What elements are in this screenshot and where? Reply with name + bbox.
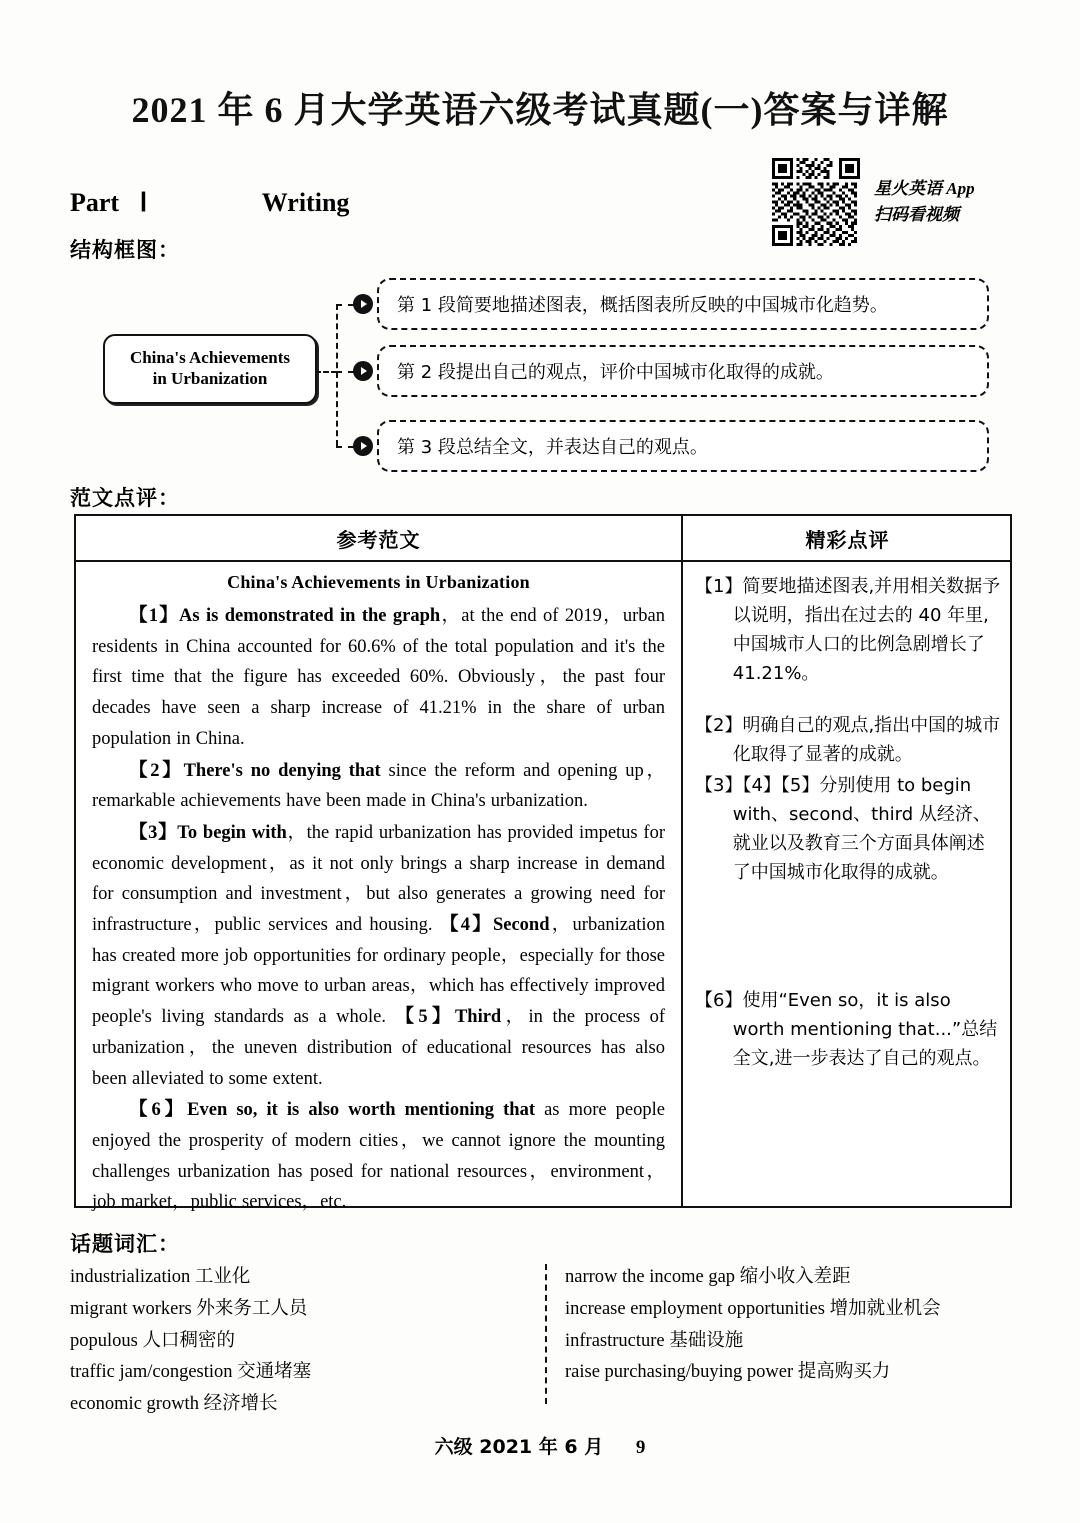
essay-body-4: ，urbanization has created more job opportunities for ordinary people，especially for those migrant workers who move to urban areas，which has effectively improved people's living standards as a whole. — [92, 915, 665, 1028]
page-title: 2021 年 6 月大学英语六级考试真题(一)答案与详解 — [131, 90, 949, 130]
vocabulary-item: raise purchasing/buying power 提高购买力 — [565, 1362, 891, 1383]
part-number: Ⅰ — [139, 188, 148, 217]
qr-caption-line2: 扫码看视频 — [874, 205, 959, 224]
commentary-note-1 — [695, 572, 1002, 689]
commentary-tag-2: 【2】 — [695, 714, 743, 736]
vocabulary-item: narrow the income gap 缩小收入差距 — [565, 1267, 851, 1287]
essay-bold-lead-5: Third — [454, 1007, 502, 1028]
commentary-text-1: 简要地描述图表,并用相关数据予以说明，指出在过去的 40 年里,中国城市人口的比例急剧增长了 41.21%。 — [732, 576, 1001, 685]
essay-tag-4: 【4】 — [439, 915, 493, 936]
diagram-branch-box: 第 1 段简要地描述图表，概括图表所反映的中国城市化趋势。 — [377, 278, 989, 330]
diagram-connector-branch-2 — [336, 371, 354, 373]
diagram-topic-box — [103, 334, 317, 404]
diagram-connector-branch-1 — [336, 304, 354, 306]
qr-code-block — [772, 158, 975, 246]
commentary-text-3: 分别使用 to begin with、second、third 从经济、就业以及教育三个方面具体阐述了中国城市化取得的成就。 — [732, 774, 991, 884]
part-header — [70, 188, 770, 218]
vocabulary-item: migrant workers 外来务工人员 — [70, 1298, 308, 1319]
commentary-note-4 — [695, 986, 1002, 1073]
essay-tag-3: 【3】 — [129, 822, 178, 843]
vocabulary-item: industrialization 工业化 — [70, 1267, 251, 1287]
vocabulary-item: economic growth 经济增长 — [70, 1394, 278, 1415]
diagram-branch-box: 第 3 段总结全文，并表达自己的观点。 — [377, 420, 989, 472]
comment-section-heading: 范文点评： — [70, 486, 180, 510]
table-header-row — [76, 516, 1010, 562]
diagram-branch-box: 第 2 段提出自己的观点，评价中国城市化取得的成就。 — [377, 345, 989, 397]
table-header-model-essay: 参考范文 — [336, 527, 421, 552]
vocabulary-item: populous 人口稠密的 — [70, 1330, 235, 1351]
commentary-tag-4: 【6】 — [695, 989, 743, 1011]
qr-caption — [874, 176, 975, 229]
table-header-commentary: 精彩点评 — [805, 527, 890, 552]
arrow-circle-icon — [353, 436, 373, 456]
essay-body-1: ，at the end of 2019，urban residents in China accounted for 60.6% of the total population and it's the first time that the figure has exceeded 60%. Obviously，the past four decades have seen a sharp increase of 41.21% in the share of urban population in China. — [92, 606, 665, 749]
diagram-connector-stem — [315, 371, 337, 373]
spacer — [695, 890, 1002, 986]
diagram-topic-line2: in Urbanization — [152, 369, 268, 388]
essay-bold-lead-4: Second — [492, 915, 550, 936]
essay-paragraph-6 — [92, 1095, 665, 1218]
essay-tag-6: 【6】 — [129, 1100, 188, 1121]
vocabulary-item: infrastructure 基础设施 — [565, 1330, 744, 1351]
essay-body-3: ，the rapid urbanization has provided impetus for economic development，as it not only brings a sharp increase in demand for consumption and investment，but also generates a growing need for infrastructure，public services and housing. — [92, 822, 665, 936]
essay-bold-lead-3: To begin with — [177, 822, 287, 843]
vocab-section-heading: 话题词汇： — [70, 1232, 180, 1256]
part-title: Writing — [261, 188, 350, 217]
essay-tag-5: 【5】 — [395, 1007, 455, 1028]
essay-paragraph-2 — [92, 756, 665, 817]
essay-body-6: as more people enjoyed the prosperity of modern cities，we cannot ignore the mounting challenges urbanization has posed for national resources，environment，job market，public services，etc. — [92, 1100, 665, 1213]
arrow-circle-icon — [353, 294, 373, 314]
essay-body-5: ，in the process of urbanization，the uneven distribution of educational resources has also been alleviated to some extent. — [92, 1007, 665, 1089]
diagram-topic-line1: China's Achievements — [129, 348, 291, 368]
vocabulary-section — [70, 1262, 1010, 1415]
footer-exam-label: 六级 2021 年 6 月 — [434, 1436, 604, 1458]
vocabulary-item: traffic jam/congestion 交通堵塞 — [70, 1362, 312, 1383]
vocabulary-item: increase employment opportunities 增加就业机会 — [565, 1298, 941, 1319]
essay-bold-lead-1: As is demonstrated in the graph — [179, 606, 441, 626]
diagram-connector-vertical — [336, 304, 338, 446]
essay-body-2: since the reform and opening up，remarkable achievements have been made in China's urbanization. — [92, 760, 665, 812]
footer-page-number: 9 — [635, 1437, 646, 1458]
model-essay-column — [76, 560, 681, 1213]
model-essay-table — [74, 514, 1012, 1213]
vocabulary-column-right — [565, 1262, 1010, 1389]
essay-bold-lead-6: Even so, it is also worth mentioning that — [187, 1100, 535, 1121]
essay-bold-lead-2: There's no denying that — [183, 760, 381, 781]
structure-diagram — [70, 272, 1010, 472]
arrow-circle-icon — [353, 361, 373, 381]
structure-section-heading: 结构框图： — [70, 238, 180, 262]
commentary-text-2: 明确自己的观点,指出中国的城市化取得了显著的成就。 — [732, 714, 1001, 765]
essay-paragraph-1 — [92, 601, 665, 755]
essay-tag-2: 【2】 — [129, 760, 184, 781]
vocabulary-column-left — [70, 1262, 530, 1421]
essay-paragraph-3 — [92, 818, 665, 1094]
commentary-note-2 — [695, 711, 1002, 769]
qr-code-icon — [772, 158, 860, 246]
vocabulary-divider — [545, 1264, 547, 1404]
essay-tag-1: 【1】 — [129, 606, 180, 626]
commentary-tag-1: 【1】 — [695, 576, 743, 597]
diagram-connector-branch-3 — [336, 446, 354, 448]
commentary-note-3 — [695, 771, 1002, 888]
commentary-column — [683, 560, 1012, 1206]
spacer — [695, 691, 1002, 711]
part-label: Part — [70, 188, 120, 217]
page-footer — [0, 1432, 1080, 1459]
commentary-tag-3: 【3】【4】【5】 — [695, 774, 820, 796]
qr-caption-line1: 星火英语 App — [874, 178, 975, 198]
commentary-text-4: 使用“Even so，it is also worth mentioning that...”总结全文,进一步表达了自己的观点。 — [732, 989, 998, 1069]
essay-title: China's Achievements in Urbanization — [227, 572, 530, 592]
